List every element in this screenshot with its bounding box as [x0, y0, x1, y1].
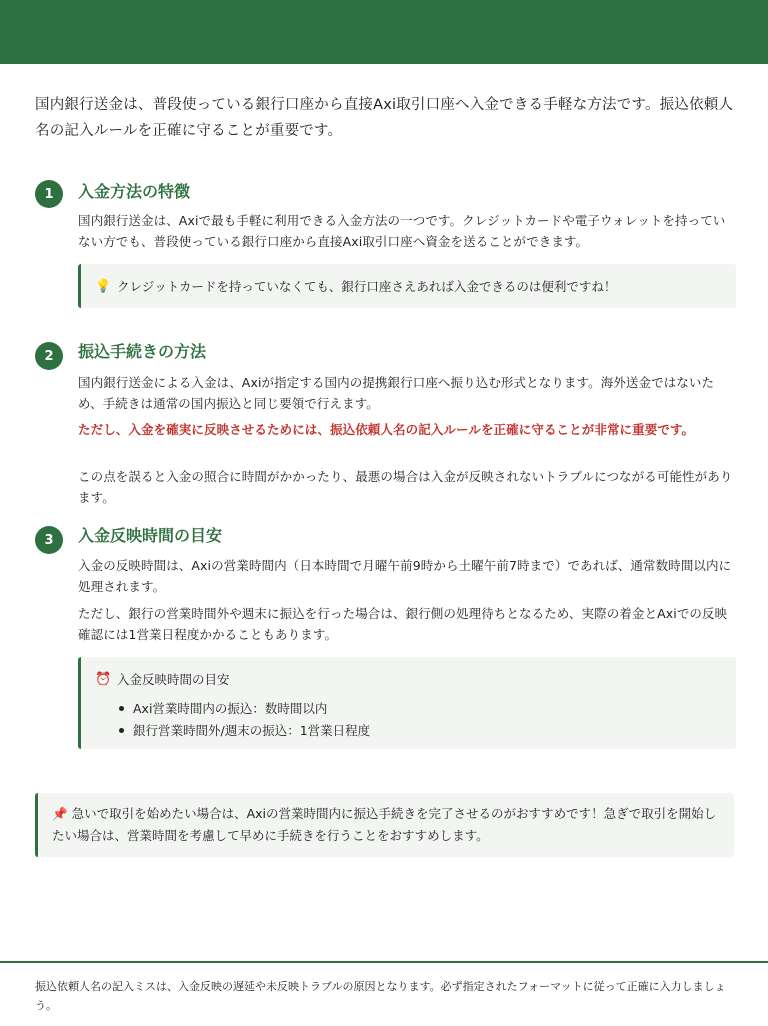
section-3-paragraph-1: 入金の反映時間は、Axiの営業時間内（日本時間で月曜午前9時から土曜午前7時まで）であれば、通常数時間以内に処理されます。: [78, 558, 732, 594]
intro-text: 国内銀行送金は、普段使っている銀行口座から直接Axi取引口座へ入金できる手軽な方法です。振込依頼人名の記入ルールを正確に守ることが重要です。: [35, 97, 734, 139]
section-3-note: [78, 657, 736, 749]
section-title-2: 振込手続きの方法: [78, 342, 207, 361]
section-title-1: 入金方法の特徴: [78, 182, 191, 201]
section-number-1: 1: [35, 180, 63, 208]
lightbulb-icon: 💡: [95, 278, 112, 294]
bullet: [119, 728, 124, 733]
section-2-paragraph-3: この点を誤ると入金の照合に時間がかかったり、最悪の場合は入金が反映されないトラブルにつながる可能性があります。: [78, 469, 733, 505]
pushpin-icon: 📌: [52, 806, 68, 821]
section-1-paragraph: 国内銀行送金は、Axiで最も手軽に利用できる入金方法の一つです。クレジットカードや電子ウォレットを持っていない方でも、普段使っている銀行口座から直接Axi取引口座へ資金を送ることができます。: [78, 213, 726, 249]
list-item: [117, 719, 370, 741]
bullet: [119, 706, 124, 711]
alarm-clock-icon: ⏰: [95, 671, 112, 687]
list-item-text: Axi営業時間内の振込：数時間以内: [133, 701, 328, 716]
section-1-note-text: クレジットカードを持っていなくても、銀行口座さえあれば入金できるのは便利ですね！: [117, 279, 617, 294]
footer-text: 振込依頼人名の記入ミスは、入金反映の遅延や未反映トラブルの原因となります。必ず指定されたフォーマットに従って正確に入力しましょう。: [35, 980, 726, 1012]
section-1-note: [78, 264, 736, 308]
section-2-paragraph-1: 国内銀行送金による入金は、Axiが指定する国内の提携銀行口座へ振り込む形式となります。海外送金ではないため、手続きは通常の国内振込と同じ要領で行えます。: [78, 375, 715, 411]
tip-box: [35, 793, 734, 857]
section-2-warning: ただし、入金を確実に反映させるためには、振込依頼人名の記入ルールを正確に守ることが非常に重要です。: [78, 422, 695, 437]
list-item: [117, 697, 370, 719]
section-number-3: 3: [35, 526, 63, 554]
tip-text: 急いで取引を始めたい場合は、Axiの営業時間内に振込手続きを完了させるのがおすすめです！急ぎで取引を開始したい場合は、営業時間を考慮して早めに手続きを行うことをおすすめします。: [52, 806, 717, 843]
section-3-note-title: 入金反映時間の目安: [117, 672, 230, 687]
list-item-text: 銀行営業時間外/週末の振込：1営業日程度: [133, 723, 371, 738]
section-title-3: 入金反映時間の目安: [78, 526, 223, 545]
reflection-time-list: [117, 697, 370, 741]
section-number-2: 2: [35, 342, 63, 370]
footer: [0, 961, 768, 1026]
section-3-paragraph-2: ただし、銀行の営業時間外や週末に振込を行った場合は、銀行側の処理待ちとなるため、実際の着金とAxiでの反映確認には1営業日程度かかることもあります。: [78, 606, 728, 642]
header-bar: [0, 0, 768, 64]
